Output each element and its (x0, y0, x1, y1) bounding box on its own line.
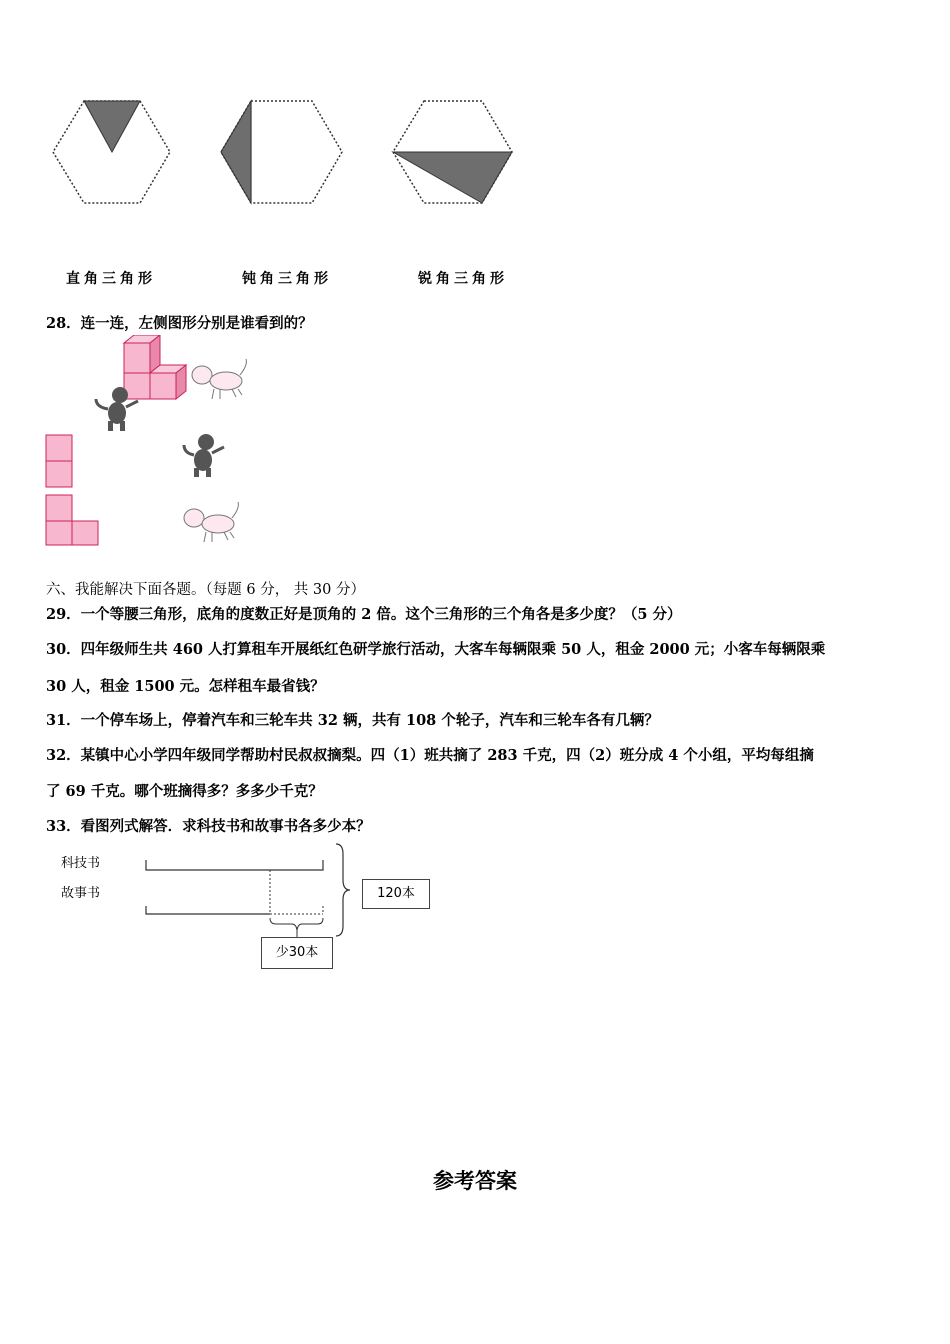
caption-right-triangle: 直角三角形 (66, 271, 156, 287)
view-vertical-two (46, 435, 72, 487)
question-30-line2: 30 人，租金 1500 元。怎样租车最省钱？ (46, 678, 325, 695)
question-32-line2: 了 69 千克。哪个班摘得多？多多少千克？ (46, 783, 323, 800)
caption-obtuse-triangle: 钝角三角形 (242, 271, 332, 287)
hexagon-figures (0, 0, 950, 300)
caption-acute-triangle: 锐角三角形 (418, 271, 508, 287)
view-l-shape (46, 495, 98, 545)
label-story-books: 故事书 (61, 886, 101, 901)
question-29: 29．一个等腰三角形，底角的度数正好是顶角的 2 倍。这个三角形的三个角各是多少度？（5 分） (46, 606, 682, 623)
question-31: 31．一个停车场上，停着汽车和三轮车共 32 辆，共有 108 个轮子，汽车和三轮车各有几辆？ (46, 712, 659, 729)
hexagon-right-triangle (53, 101, 170, 203)
answer-heading: 参考答案 (433, 1169, 517, 1193)
question-28-figure (0, 335, 300, 555)
cube-stack (124, 335, 186, 399)
q33-line-diagram (0, 840, 500, 980)
hexagon-obtuse-triangle (221, 101, 342, 203)
monkey-target-icon (184, 434, 224, 477)
difference-box: 少30本 (261, 937, 333, 969)
dog-target-icon (184, 502, 238, 542)
total-box: 120本 (362, 879, 430, 909)
question-28: 28．连一连，左侧图形分别是谁看到的？ (46, 315, 313, 332)
dog-icon (192, 359, 246, 399)
question-32-line1: 32．某镇中心小学四年级同学帮助村民叔叔摘梨。四（1）班共摘了 283 千克，四（2）班分成 4 个小组，平均每组摘 (46, 747, 814, 764)
section-6-heading: 六、我能解决下面各题。（每题 6 分， 共 30 分） (46, 582, 365, 598)
hexagon-acute-triangle (393, 101, 512, 203)
label-science-books: 科技书 (61, 856, 101, 871)
question-33: 33．看图列式解答．求科技书和故事书各多少本？ (46, 818, 371, 835)
question-30-line1: 30．四年级师生共 460 人打算租车开展纸红色研学旅行活动，大客车每辆限乘 50 人，租金 2000 元；小客车每辆限乘 (46, 641, 826, 658)
